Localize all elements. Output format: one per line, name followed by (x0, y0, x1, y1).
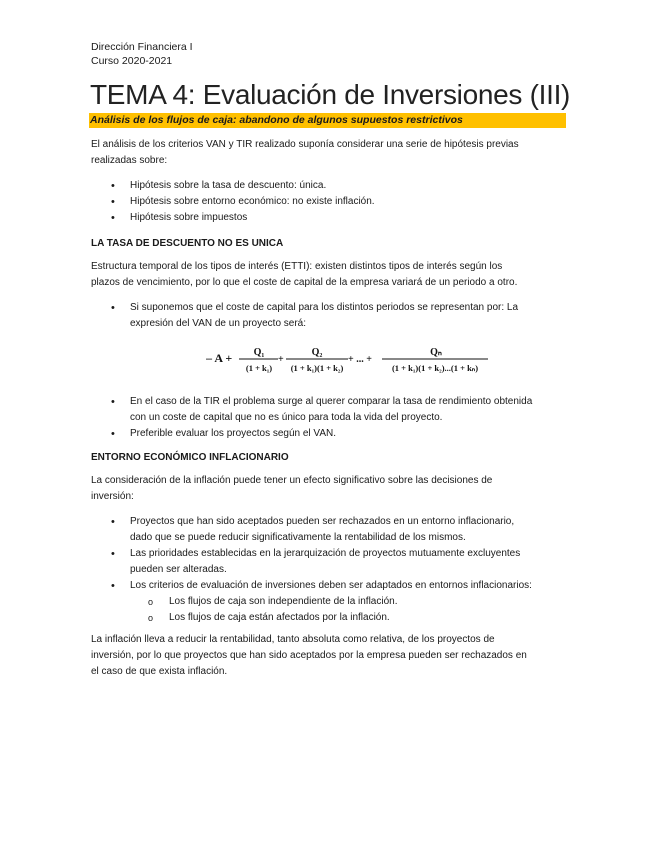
formula-d1: (1 + k₁) (245, 363, 273, 373)
intro-line-1: El análisis de los criterios VAN y TIR realizado suponía considerar una serie de hipótesis previas (91, 139, 519, 150)
section-heading-inflation: ENTORNO ECONÓMICO INFLACIONARIO (91, 452, 289, 463)
hypothesis-item: • Hipótesis sobre impuestos (130, 210, 247, 226)
etti-line-1: Estructura temporal de los tipos de interés (ETTI): existen distintos tipos de interés según los (91, 261, 503, 272)
formula-q2: Q₂ (311, 347, 323, 358)
formula-plus: + (278, 354, 284, 365)
intro-line-2: realizadas sobre: (91, 155, 168, 166)
bullet-criteria: • Los criterios de evaluación de inversiones deben ser adaptados en entornos inflacionarios: (130, 578, 532, 594)
inflation-line-1: La consideración de la inflación puede tener un efecto significativo sobre las decisiones de (91, 475, 493, 486)
bullet-rejected-projects: • Proyectos que han sido aceptados pueden ser rechazados en un entorno inflacionario, (130, 514, 514, 530)
bullet-priorities-cont: pueden ser alteradas. (130, 564, 227, 575)
page-header (91, 40, 193, 68)
highlighted-subtitle: Análisis de los flujos de caja: abandono de algunos supuestos restrictivos (89, 113, 566, 128)
conclusion-line-2: inversión, por lo que proyectos que han sido aceptados por la empresa pueden ser rechazados en (91, 650, 527, 661)
formula-lead: – A + (206, 351, 233, 365)
bullet-tir: • En el caso de la TIR el problema surge al querer comparar la tasa de rendimiento obtenida (130, 394, 532, 410)
bullet-prefer-van: • Preferible evaluar los proyectos según el VAN. (130, 426, 336, 442)
formula-d2: (1 + k₁)(1 + k₂) (290, 363, 344, 373)
course-year: Curso 2020-2021 (91, 55, 173, 67)
formula-qn: Qₙ (430, 347, 442, 358)
bullet-cost-capital: • Si suponemos que el coste de capital para los distintos periodos se representan por: La (130, 300, 518, 316)
inflation-line-2: inversión: (91, 491, 134, 502)
bullet-priorities: • Las prioridades establecidas en la jerarquización de proyectos mutuamente excluyentes (130, 546, 520, 562)
sub-item: o Los flujos de caja están afectados por la inflación. (169, 610, 390, 626)
van-formula (206, 343, 490, 375)
bullet-tir-cont: con un coste de capital que no es único para toda la vida del proyecto. (130, 412, 443, 423)
sub-item: o Los flujos de caja son independiente de la inflación. (169, 594, 398, 610)
formula-q1: Q₁ (253, 347, 265, 358)
course-name: Dirección Financiera I (91, 41, 193, 53)
etti-line-2: plazos de vencimiento, por lo que el coste de capital de la empresa variará de un periodo a otro. (91, 277, 518, 288)
page-title: TEMA 4: Evaluación de Inversiones (III) (90, 79, 571, 110)
formula-dn: (1 + k₁)(1 + k₂)...(1 + kₙ) (391, 363, 479, 373)
bullet-rejected-projects-cont: dado que se puede reducir significativamente la rentabilidad de los mismos. (130, 532, 466, 543)
formula-dots: + ... + (348, 354, 372, 365)
conclusion-line-3: el caso de que exista inflación. (91, 666, 228, 677)
section-heading-discount-rate: LA TASA DE DESCUENTO NO ES UNICA (91, 238, 284, 249)
hypothesis-item: • Hipótesis sobre entorno económico: no existe inflación. (130, 194, 375, 210)
bullet-cost-capital-cont: expresión del VAN de un proyecto será: (130, 318, 307, 329)
conclusion-line-1: La inflación lleva a reducir la rentabilidad, tanto absoluta como relativa, de los proyectos de (91, 634, 495, 645)
hypothesis-item: • Hipótesis sobre la tasa de descuento: única. (130, 178, 326, 194)
